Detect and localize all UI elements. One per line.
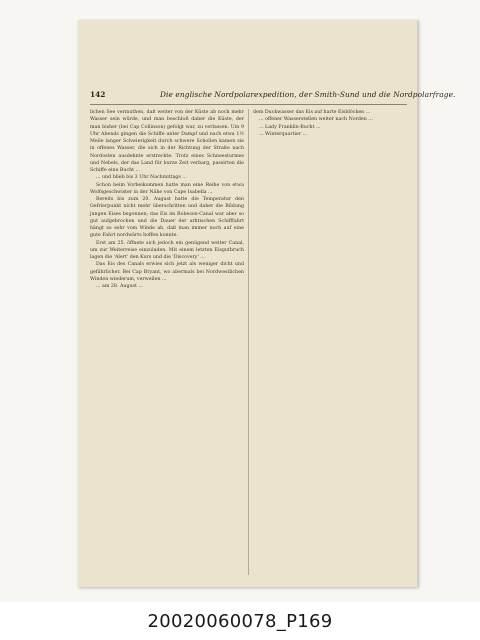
column-right (253, 109, 407, 579)
paragraph: ... und blieb bis 3 Uhr Nachmittags ... (96, 175, 187, 181)
paragraph: lichen See vermuthen, daß weiter von der Küste ab noch mehr Wasser sein würde, und man beschloß daher die Küste, der man bisher (bei Cap Collinson) gefolgt war, zu verlassen. Um 9 Uhr Abends gingen die Schiffe unter Dampf und nach etwa 1½ Meile langer Schwierigkeit durch schwere Schollen kamen sie in offenes Wasser, die sich in der Richtung der Straße nach Nordosten ausdehnte erstreckte. Trotz eines Schneesturmes und Nebels, der das Land für kurze Zeit verbarg, passirten die Schiffe eine Bucht ... (90, 110, 244, 173)
paragraph: ... Winterquartier ... (259, 131, 308, 137)
paragraph: Das Eis des Canals erwies sich jetzt als weniger dicht und gefährlicher. Bei Cap Bryant, wo abermals bei Nordwestlichen Winden wiederum, verweilen ... (90, 262, 244, 282)
column-left (90, 109, 244, 579)
header-rule (90, 104, 407, 105)
running-head: Die englische Nordpolarexpedition, der Smith-Sund und die Nordpolarfrage. (160, 90, 456, 99)
paragraph: ... offener Wasserstellen weiter nach Norden ... (259, 117, 373, 123)
column-divider (248, 109, 249, 575)
paragraph: dem Duckwasser das Eis auf harte Eisblöcken ... (253, 110, 371, 115)
paragraph: Schon beim Vorbeikommen hatte man eine Reihe von etwa Wolfsgeschwister in der Nähe von Cape Isabella ... (90, 182, 244, 195)
page-header (90, 90, 456, 102)
paragraph: Bereits bis zum 20. August hatte die Temperatur den Gefrierpunkt nicht mehr überschritten und daher die Bildung jungen Eises begonnen; das Eis im Robeson-Canal war aber so gut aufgebrochen und die Dauer der arktischen Schifffahrt hängt so sehr vom Winde ab, daß man immer noch auf eine gute Fahrt nordwärts hoffen konnte. (90, 197, 244, 239)
book-page (78, 20, 456, 587)
paragraph: ... Lady Franklin-Bucht ... (259, 124, 321, 130)
text-columns (90, 109, 407, 579)
page-number: 142 (90, 90, 106, 99)
scan-caption: 20020060078_P169 (147, 611, 333, 632)
paragraph: Erst am 25. öffnete sich jedoch ein genügend weiter Canal, um zur Weiterreise einzuladen. Mit einem letzten Eisgutbruch lagen die 'Alert' den Kurs und die 'Discovery' ... (90, 240, 244, 260)
paragraph: ... am 28. August ... (96, 284, 143, 289)
